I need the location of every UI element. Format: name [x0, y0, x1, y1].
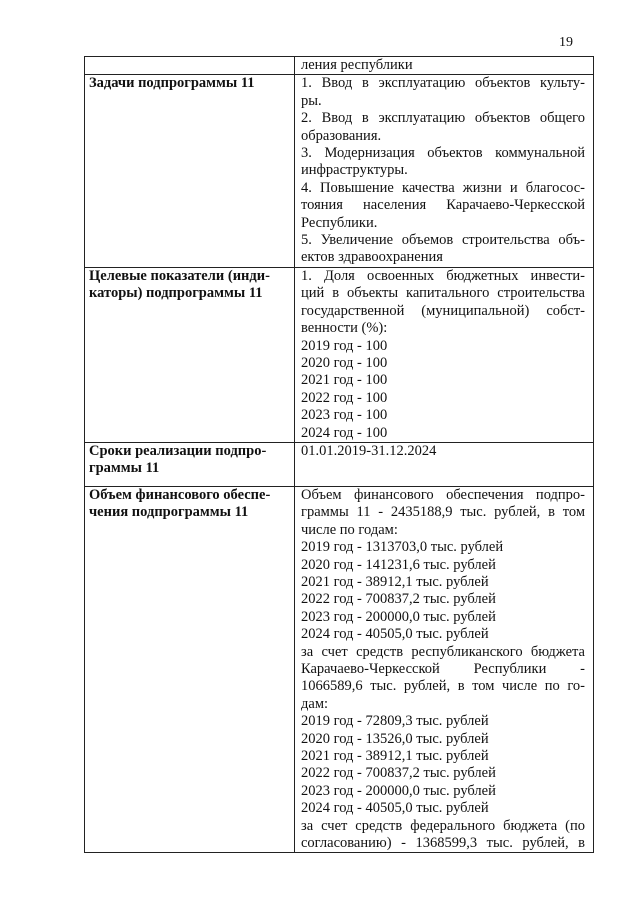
table-row-period	[85, 442, 594, 486]
tasks-label	[89, 75, 284, 92]
indicators-text	[301, 268, 585, 442]
text-line: 2022 год - 700837,2 тыс. рублей	[301, 765, 496, 782]
value-cell-finance	[295, 486, 594, 853]
table-row-tasks	[85, 75, 594, 267]
text-line: 2020 год - 100	[301, 354, 388, 371]
subprogram-passport-table	[84, 56, 594, 853]
text-line: 2019 год - 100	[301, 337, 388, 354]
text-line: образования.	[301, 127, 382, 144]
text-line: Задачи подпрограммы 11	[89, 75, 255, 92]
text-line: 2023 год - 200000,0 тыс. рублей	[301, 608, 496, 625]
text-line: 2022 год - 100	[301, 389, 388, 406]
table-row-finance	[85, 486, 594, 853]
text-line: 3. Модернизация объектов коммунальной	[301, 145, 585, 162]
label-cell-indicators	[85, 267, 295, 442]
text-line: 1. Ввод в эксплуатацию объектов культу-	[301, 75, 585, 92]
text-line: ектов здравоохранения	[301, 249, 443, 266]
text-line: Республики.	[301, 214, 378, 231]
text-line: за счет средств федерального бюджета (по	[301, 817, 585, 834]
text-line: 4. Повышение качества жизни и благосос-	[301, 179, 585, 196]
tasks-text	[301, 75, 585, 266]
text-line: 2022 год - 700837,2 тыс. рублей	[301, 591, 496, 608]
text-line: 1066589,6 тыс. рублей, в том числе по го-	[301, 678, 585, 695]
period-label	[89, 443, 284, 478]
label-cell-period	[85, 442, 295, 486]
text-line: числе по годам:	[301, 521, 398, 538]
text-line: государственной (муниципальной) собст-	[301, 302, 585, 319]
text-line: 2019 год - 72809,3 тыс. рублей	[301, 713, 489, 730]
text-line: Целевые показатели (инди-	[89, 267, 270, 284]
text-line: 2024 год - 100	[301, 424, 388, 441]
text-line: ций в объекты капитального строительства	[301, 285, 585, 302]
label-cell-finance	[85, 486, 295, 853]
text-line: 2023 год - 200000,0 тыс. рублей	[301, 782, 496, 799]
text-line: согласованию) - 1368599,3 тыс. рублей, в	[301, 835, 585, 852]
text-line: ры.	[301, 92, 322, 109]
text-line: 5. Увеличение объемов строительства объ-	[301, 232, 585, 249]
text-line: чения подпрограммы 11	[89, 504, 249, 521]
text-line: 2. Ввод в эксплуатацию объектов общего	[301, 110, 585, 127]
table-row-indicators	[85, 267, 594, 442]
text-line: Карачаево-Черкесской Республики -	[301, 661, 585, 677]
text-line: 01.01.2019-31.12.2024	[301, 442, 437, 459]
label-cell-tasks	[85, 75, 295, 267]
text-line: 2020 год - 141231,6 тыс. рублей	[301, 556, 496, 573]
text-line: 2024 год - 40505,0 тыс. рублей	[301, 800, 489, 817]
text-line: 2019 год - 1313703,0 тыс. рублей	[301, 539, 504, 556]
continuation-text: ления республики	[301, 57, 413, 73]
indicators-label	[89, 268, 284, 303]
text-line: дам:	[301, 695, 329, 712]
value-cell-continuation	[295, 57, 594, 75]
text-line: Сроки реализации подпро-	[89, 442, 267, 459]
value-cell-period	[295, 442, 594, 486]
finance-text	[301, 487, 585, 853]
text-line: каторы) подпрограммы 11	[89, 285, 263, 302]
text-line: 2024 год - 40505,0 тыс. рублей	[301, 626, 489, 643]
text-line: 2021 год - 38912,1 тыс. рублей	[301, 748, 489, 765]
label-cell-empty	[85, 57, 295, 75]
value-cell-tasks	[295, 75, 594, 267]
text-line: граммы 11 - 2435188,9 тыс. рублей, в том	[301, 504, 585, 521]
text-line: Объем финансового обеспе-	[89, 486, 271, 503]
text-line: 2023 год - 100	[301, 407, 388, 424]
period-text	[301, 443, 585, 460]
table-row-continuation	[85, 57, 594, 75]
text-line: 2021 год - 100	[301, 372, 388, 389]
text-line: 2021 год - 38912,1 тыс. рублей	[301, 573, 489, 590]
value-cell-indicators	[295, 267, 594, 442]
text-line: инфраструктуры.	[301, 162, 408, 179]
text-line: Объем финансового обеспечения подпро-	[301, 486, 585, 503]
text-line: венности (%):	[301, 320, 388, 337]
text-line: за счет средств республиканского бюджета	[301, 643, 585, 660]
text-line: тояния населения Карачаево-Черкесской	[301, 197, 585, 214]
text-line: граммы 11	[89, 460, 160, 477]
page-number: 19	[559, 35, 573, 50]
text-line: 1. Доля освоенных бюджетных инвести-	[301, 267, 585, 284]
text-line: 2020 год - 13526,0 тыс. рублей	[301, 730, 489, 747]
finance-label	[89, 487, 284, 522]
